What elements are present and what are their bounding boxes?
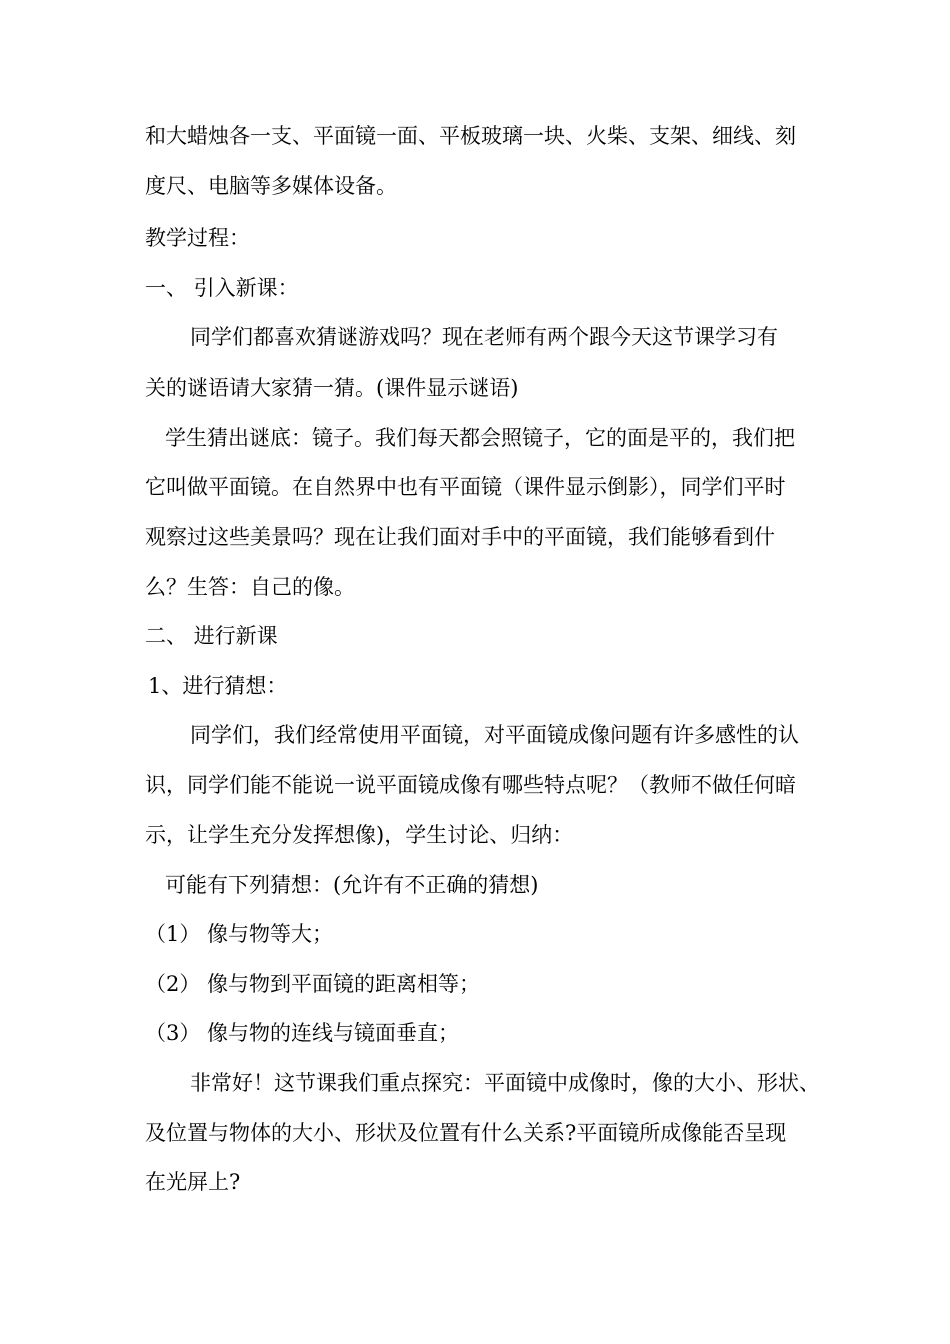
text-line: 么？生答：自己的像。	[145, 575, 355, 599]
list-item: （1） 像与物等大；	[145, 922, 334, 946]
text-line: 观察过这些美景吗？现在让我们面对手中的平面镜，我们能够看到什	[145, 525, 775, 549]
text-line: 它叫做平面镜。在自然界中也有平面镜（课件显示倒影），同学们平时	[145, 475, 786, 499]
text-line: 识，同学们能不能说一说平面镜成像有哪些特点呢？（教师不做任何暗	[145, 773, 796, 797]
section-heading: 一、 引入新课：	[145, 276, 299, 300]
section-heading: 教学过程：	[145, 226, 250, 250]
list-item: （3） 像与物的连线与镜面垂直；	[145, 1021, 460, 1045]
text-line: 可能有下列猜想：(允许有不正确的猜想)	[165, 873, 539, 897]
section-heading: 二、 进行新课	[145, 624, 278, 648]
text-line: 非常好！这节课我们重点探究：平面镜中成像时，像的大小、形状、	[190, 1071, 820, 1095]
text-line: 同学们，我们经常使用平面镜，对平面镜成像问题有许多感性的认	[190, 723, 799, 747]
text-line: 和大蜡烛各一支、平面镜一面、平板玻璃一块、火柴、支架、细线、刻	[145, 124, 796, 148]
text-line: 示，让学生充分发挥想像)，学生讨论、归纳：	[145, 823, 574, 847]
list-item: （2） 像与物到平面镜的距离相等；	[145, 972, 481, 996]
text-line: 同学们都喜欢猜谜游戏吗？现在老师有两个跟今天这节课学习有	[190, 325, 778, 349]
text-line: 学生猜出谜底：镜子。我们每天都会照镜子，它的面是平的，我们把	[165, 426, 795, 450]
text-line: 度尺、电脑等多媒体设备。	[145, 174, 397, 198]
text-line: 关的谜语请大家猜一猜。(课件显示谜语)	[145, 376, 519, 400]
text-line: 在光屏上?	[145, 1170, 241, 1194]
subsection-heading: 1、进行猜想：	[148, 674, 288, 698]
text-line: 及位置与物体的大小、形状及位置有什么关系?平面镜所成像能否呈现	[145, 1121, 787, 1145]
